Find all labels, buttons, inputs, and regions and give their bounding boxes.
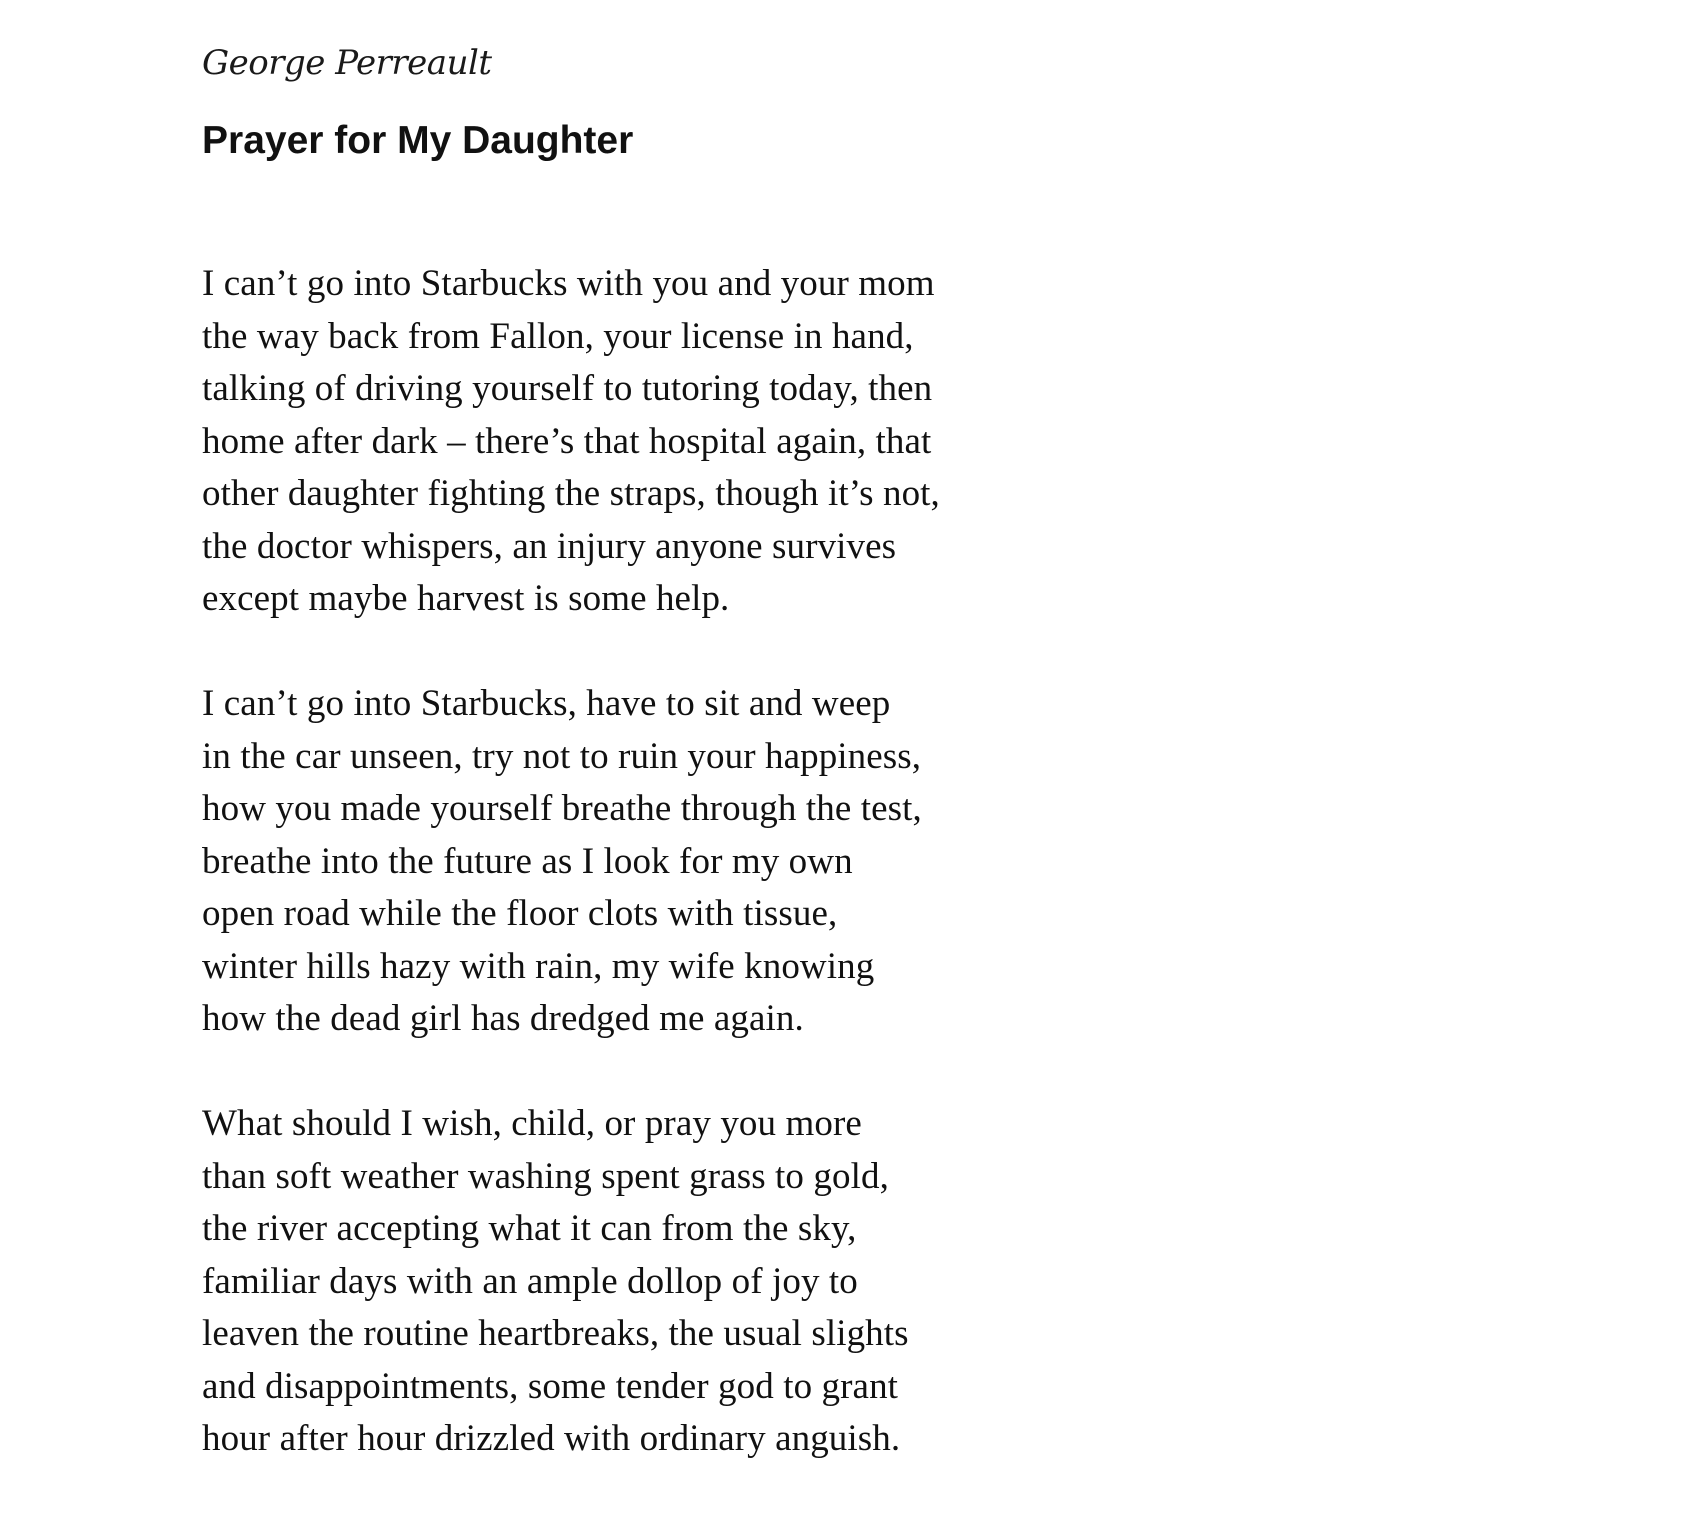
poem-line: talking of driving yourself to tutoring today, then xyxy=(202,368,933,409)
poem-line: open road while the floor clots with tissue, xyxy=(202,893,838,934)
poem-line: What should I wish, child, or pray you more xyxy=(202,1103,862,1144)
poem-line: how you made yourself breathe through the test, xyxy=(202,788,922,829)
author-name: George Perreault xyxy=(202,43,492,83)
poem-line: than soft weather washing spent grass to gold, xyxy=(202,1155,889,1197)
poem-line: except maybe harvest is some help. xyxy=(202,578,730,619)
poem-body xyxy=(202,258,1402,1518)
stanza-2 xyxy=(202,678,1402,1046)
poem-line: leaven the routine heartbreaks, the usual slights xyxy=(202,1313,909,1354)
poem-line: winter hills hazy with rain, my wife knowing xyxy=(202,945,875,987)
poem-line: I can’t go into Starbucks with you and your mom xyxy=(202,263,935,304)
poem-line: the river accepting what it can from the sky, xyxy=(202,1208,857,1249)
poem-line: the way back from Fallon, your license in hand, xyxy=(202,315,914,357)
stanza-3 xyxy=(202,1098,1402,1466)
poem-line: hour after hour drizzled with ordinary anguish. xyxy=(202,1418,901,1459)
poem-line: breathe into the future as I look for my own xyxy=(202,840,853,882)
poem-line: and disappointments, some tender god to grant xyxy=(202,1365,899,1407)
poem-line: other daughter fighting the straps, though it’s not, xyxy=(202,473,940,514)
poem-line: in the car unseen, try not to ruin your happiness, xyxy=(202,735,922,777)
poem-line: I can’t go into Starbucks, have to sit and weep xyxy=(202,683,891,724)
poem-line: the doctor whispers, an injury anyone survives xyxy=(202,525,897,567)
poem-line: how the dead girl has dredged me again. xyxy=(202,998,804,1039)
stanza-1 xyxy=(202,258,1402,626)
poem-line: familiar days with an ample dollop of joy to xyxy=(202,1260,858,1302)
poem-line: home after dark – there’s that hospital again, that xyxy=(202,420,932,462)
poem-title: Prayer for My Daughter xyxy=(202,119,634,162)
